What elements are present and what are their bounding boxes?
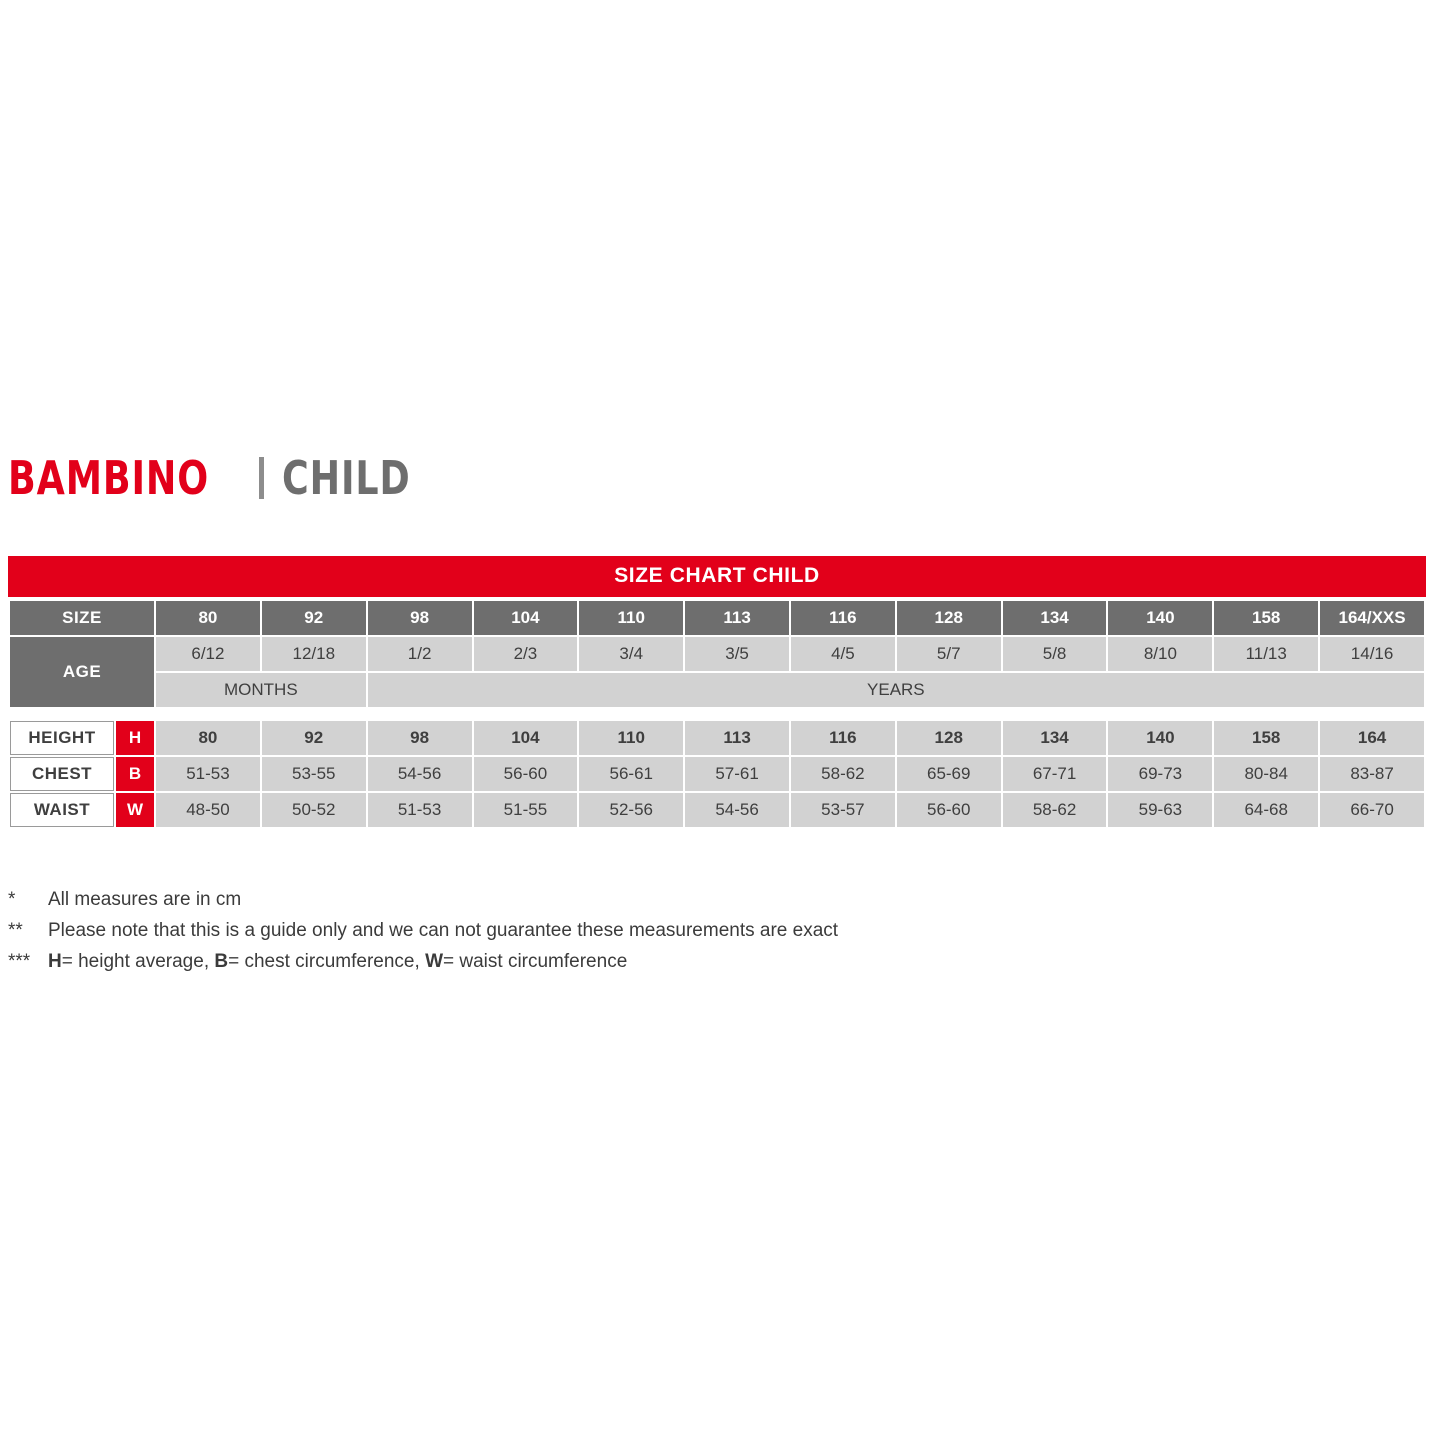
table-spacer-row — [10, 709, 1424, 719]
height-cell-1: 92 — [262, 721, 366, 755]
row-letter-height: H — [116, 721, 154, 755]
size-cell-2: 98 — [368, 601, 472, 635]
chest-cell-1: 53-55 — [262, 757, 366, 791]
waist-cell-5: 54-56 — [685, 793, 789, 827]
age-cell-2: 1/2 — [368, 637, 472, 671]
chest-cell-9: 69-73 — [1108, 757, 1212, 791]
chest-cell-6: 58-62 — [791, 757, 895, 791]
title-divider — [259, 457, 264, 499]
age-cell-11: 14/16 — [1320, 637, 1424, 671]
chest-cell-7: 65-69 — [897, 757, 1001, 791]
size-cell-7: 128 — [897, 601, 1001, 635]
height-cell-0: 80 — [156, 721, 260, 755]
size-cell-8: 134 — [1003, 601, 1107, 635]
chart-banner: SIZE CHART CHILD — [8, 556, 1426, 597]
height-cell-2: 98 — [368, 721, 472, 755]
chest-cell-5: 57-61 — [685, 757, 789, 791]
height-cell-6: 116 — [791, 721, 895, 755]
waist-cell-7: 56-60 — [897, 793, 1001, 827]
chest-cell-4: 56-61 — [579, 757, 683, 791]
legend-w-text: = waist circumference — [443, 950, 628, 972]
note-row-3 — [8, 947, 1208, 978]
waist-cell-9: 59-63 — [1108, 793, 1212, 827]
note-row-2 — [8, 916, 1208, 947]
table-row-size — [10, 601, 1424, 635]
height-cell-5: 113 — [685, 721, 789, 755]
height-cell-9: 140 — [1108, 721, 1212, 755]
age-cell-9: 8/10 — [1108, 637, 1212, 671]
age-cell-8: 5/8 — [1003, 637, 1107, 671]
waist-cell-6: 53-57 — [791, 793, 895, 827]
table-row-waist — [10, 793, 1424, 827]
size-cell-9: 140 — [1108, 601, 1212, 635]
height-cell-8: 134 — [1003, 721, 1107, 755]
height-cell-3: 104 — [474, 721, 578, 755]
row-label-chest: CHEST — [10, 757, 114, 791]
table-row-unit — [10, 673, 1424, 707]
unit-months: MONTHS — [156, 673, 366, 707]
legend-b: B — [214, 950, 229, 972]
size-cell-11: 164/XXS — [1320, 601, 1424, 635]
waist-cell-0: 48-50 — [156, 793, 260, 827]
chest-cell-10: 80-84 — [1214, 757, 1318, 791]
row-label-size: SIZE — [10, 601, 154, 635]
waist-cell-8: 58-62 — [1003, 793, 1107, 827]
note-text-1: All measures are in cm — [48, 889, 242, 910]
age-cell-10: 11/13 — [1214, 637, 1318, 671]
note-mark-1: * — [8, 889, 16, 910]
waist-cell-1: 50-52 — [262, 793, 366, 827]
note-text-3 — [48, 947, 627, 978]
note-row-1 — [8, 885, 1208, 916]
chest-cell-11: 83-87 — [1320, 757, 1424, 791]
height-cell-11: 164 — [1320, 721, 1424, 755]
height-cell-7: 128 — [897, 721, 1001, 755]
title-child: CHILD — [281, 451, 411, 505]
page-title — [8, 451, 428, 505]
legend-h: H — [48, 950, 62, 972]
table-row-height — [10, 721, 1424, 755]
legend-w: W — [425, 950, 443, 972]
size-cell-4: 110 — [579, 601, 683, 635]
row-letter-chest: B — [116, 757, 154, 791]
note-mark-2: ** — [8, 919, 23, 941]
chest-cell-8: 67-71 — [1003, 757, 1107, 791]
row-letter-waist: W — [116, 793, 154, 827]
size-cell-1: 92 — [262, 601, 366, 635]
table-row-chest — [10, 757, 1424, 791]
height-cell-4: 110 — [579, 721, 683, 755]
table-row-age — [10, 637, 1424, 671]
size-cell-10: 158 — [1214, 601, 1318, 635]
row-label-height: HEIGHT — [10, 721, 114, 755]
unit-years: YEARS — [368, 673, 1424, 707]
row-label-age: AGE — [10, 637, 154, 707]
chest-cell-3: 56-60 — [474, 757, 578, 791]
size-cell-3: 104 — [474, 601, 578, 635]
legend-h-text: = height average, — [61, 950, 215, 972]
title-bambino: BAMBINO — [8, 451, 210, 505]
age-cell-5: 3/5 — [685, 637, 789, 671]
age-cell-3: 2/3 — [474, 637, 578, 671]
row-label-waist: WAIST — [10, 793, 114, 827]
waist-cell-11: 66-70 — [1320, 793, 1424, 827]
age-cell-1: 12/18 — [262, 637, 366, 671]
waist-cell-3: 51-55 — [474, 793, 578, 827]
legend-b-text: = chest circumference, — [228, 950, 426, 972]
age-cell-4: 3/4 — [579, 637, 683, 671]
waist-cell-10: 64-68 — [1214, 793, 1318, 827]
size-cell-0: 80 — [156, 601, 260, 635]
age-cell-6: 4/5 — [791, 637, 895, 671]
note-text-2: Please note that this is a guide only and we can not guarantee these measurements are exact — [48, 919, 839, 941]
size-cell-6: 116 — [791, 601, 895, 635]
note-mark-3: *** — [8, 950, 31, 972]
waist-cell-4: 52-56 — [579, 793, 683, 827]
size-chart-table — [8, 599, 1426, 829]
age-cell-7: 5/7 — [897, 637, 1001, 671]
size-chart-block — [8, 556, 1426, 829]
age-cell-0: 6/12 — [156, 637, 260, 671]
chest-cell-0: 51-53 — [156, 757, 260, 791]
chest-cell-2: 54-56 — [368, 757, 472, 791]
height-cell-10: 158 — [1214, 721, 1318, 755]
notes-block — [8, 885, 1208, 977]
size-cell-5: 113 — [685, 601, 789, 635]
table-spacer — [10, 709, 1424, 719]
waist-cell-2: 51-53 — [368, 793, 472, 827]
